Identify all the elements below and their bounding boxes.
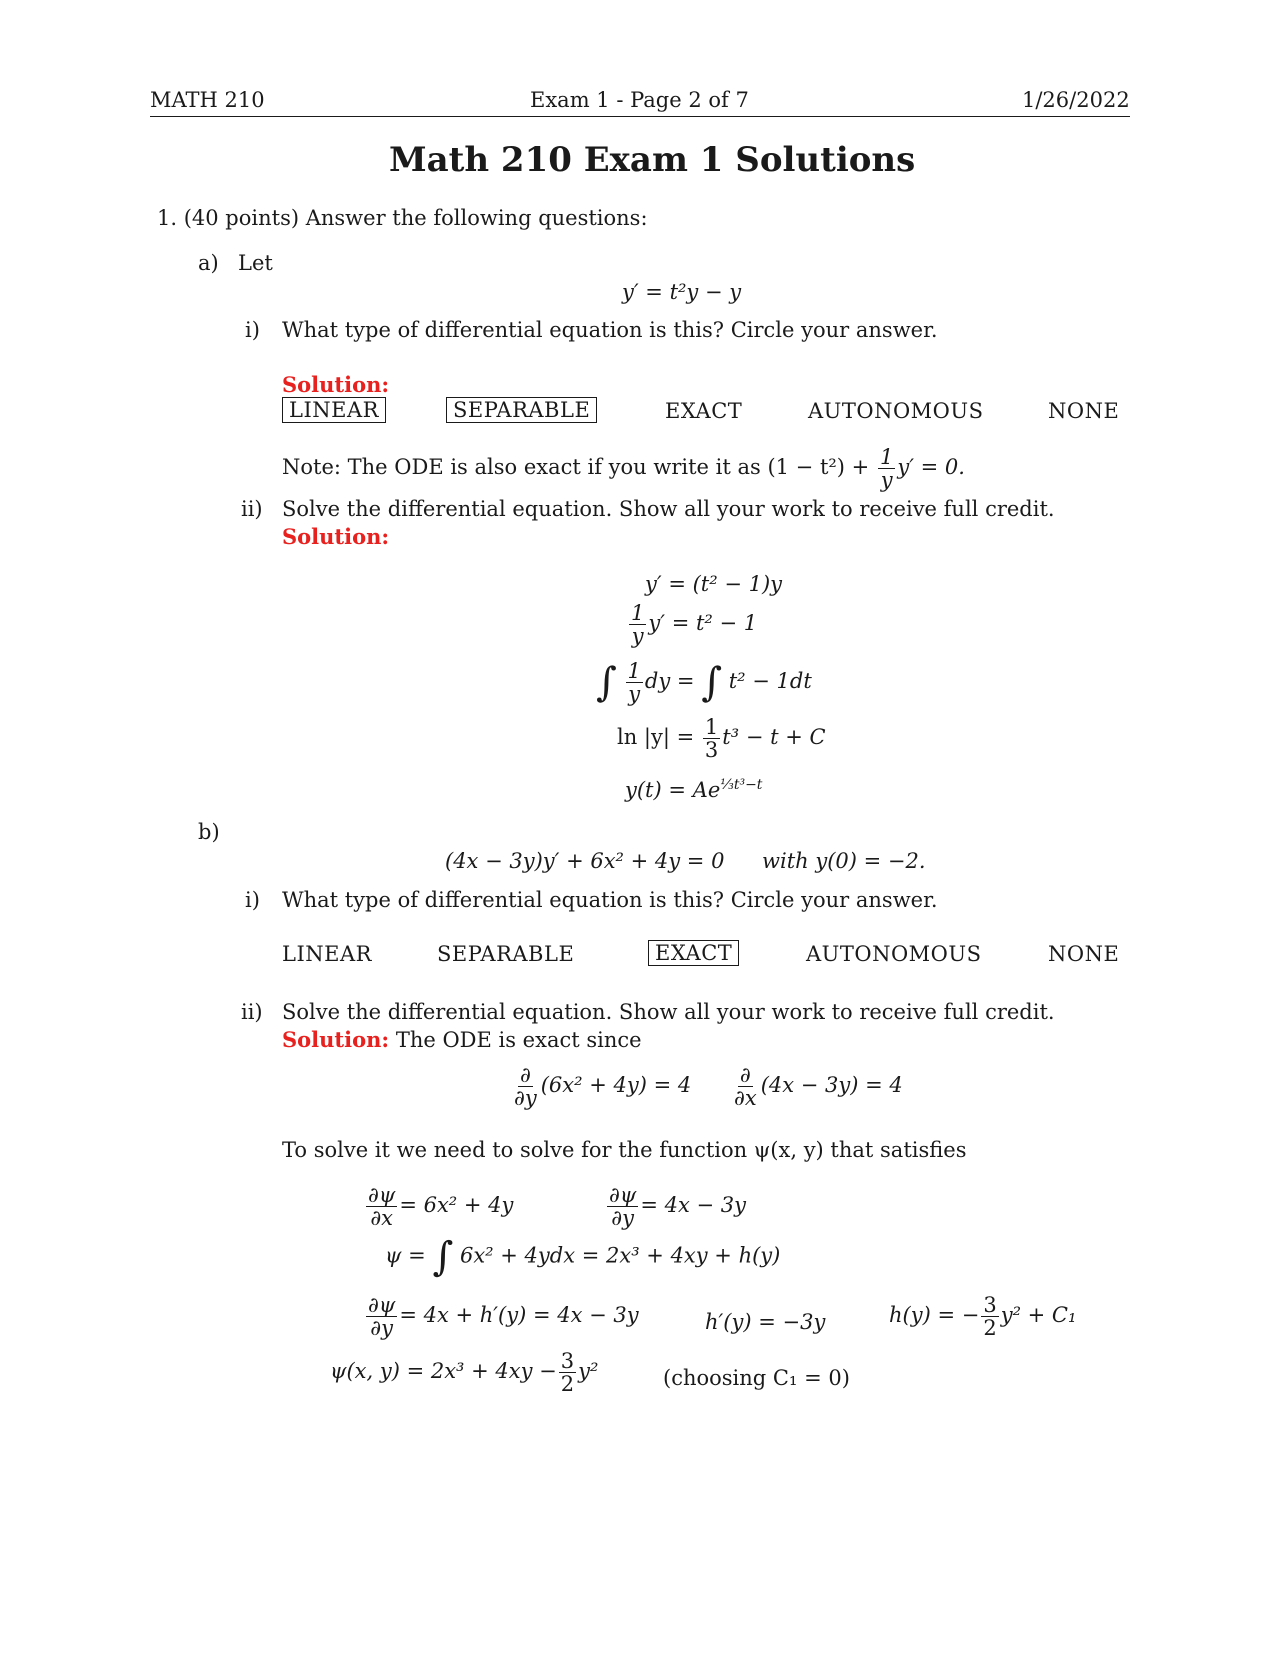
exact2-frac xyxy=(732,1064,759,1109)
option-text: SEPARABLE xyxy=(437,942,575,966)
deriv-3-den: y xyxy=(628,682,641,707)
p2-frac xyxy=(607,1184,638,1229)
part-b-i-label: i) xyxy=(245,888,260,912)
deriv-2-den: y xyxy=(631,624,644,649)
option-text: LINEAR xyxy=(282,942,372,966)
part-b-ii-question: Solve the differential equation. Show all your work to receive full credit. xyxy=(282,1000,1055,1024)
deriv-2-lhs: y′ xyxy=(648,611,666,636)
part-b-i-option-exact xyxy=(648,941,739,965)
deriv-5-rhs: = Ae xyxy=(668,778,721,802)
psi-line-3-mid: h′(y) = −3y xyxy=(705,1310,826,1334)
deriv-1-rhs: = (t² − 1)y xyxy=(668,572,783,596)
p4-right-num: 3 xyxy=(983,1293,997,1317)
part-b-ii-solution xyxy=(282,1027,642,1052)
p2-den: ∂y xyxy=(611,1206,635,1231)
part-a-ii-solution-label: Solution: xyxy=(282,524,390,549)
deriv-1-lhs: y′ xyxy=(645,572,662,596)
deriv-line-2 xyxy=(627,602,757,647)
header-date: 1/26/2022 xyxy=(1022,88,1130,112)
part-a-ii-label: ii) xyxy=(241,497,263,521)
deriv-4-den: 3 xyxy=(704,738,719,763)
p3-lhs: ψ = xyxy=(385,1243,426,1268)
p5-lhs: ψ(x, y) = 2x³ + 4xy − xyxy=(330,1359,557,1384)
p3-rhs: 6x² + 4ydx = 2x³ + 4xy + h(y) xyxy=(459,1243,781,1268)
part-a-i-note xyxy=(282,446,965,491)
exact2-num: ∂ xyxy=(739,1063,751,1087)
p1-den: ∂x xyxy=(370,1206,394,1231)
deriv-line-5 xyxy=(625,777,762,802)
deriv-3-num: 1 xyxy=(627,659,641,683)
deriv-line-4: ln |y| = $\frac{1}{3}$ t³ − t + C xyxy=(617,715,826,763)
option-text: AUTONOMOUS xyxy=(806,942,982,966)
p5-den: 2 xyxy=(560,1372,575,1397)
option-text: AUTONOMOUS xyxy=(808,399,984,423)
integral-sign-3: ∫ xyxy=(432,1234,454,1280)
deriv-3-frac xyxy=(626,660,643,705)
part-a-i-option-none xyxy=(1048,399,1119,423)
p4-frac xyxy=(366,1294,397,1339)
p4-den: ∂y xyxy=(370,1316,394,1341)
deriv-5-lhs: y(t) xyxy=(625,778,662,802)
note-suffix: y′ = 0. xyxy=(897,455,965,480)
exact2-rhs: (4x − 3y) = 4 xyxy=(760,1073,903,1098)
deriv-4-lhs: ln |y| xyxy=(617,725,670,750)
p4-right-rhs: y² + C₁ xyxy=(1000,1303,1077,1328)
deriv-4-num: 1 xyxy=(704,715,719,739)
option-text: EXACT xyxy=(648,940,739,966)
part-b-i-question: What type of differential equation is this? Circle your answer. xyxy=(282,888,938,912)
part-b-i-option-separable xyxy=(437,942,574,966)
note-frac-den: y xyxy=(880,468,893,493)
option-text: NONE xyxy=(1048,399,1120,423)
p2-num: ∂ψ xyxy=(609,1183,637,1207)
part-b-ii-solution-text: The ODE is exact since xyxy=(395,1028,642,1052)
p2-rhs: = 4x − 3y xyxy=(640,1193,746,1218)
p1-frac xyxy=(366,1184,397,1229)
p1-num: ∂ψ xyxy=(368,1183,396,1207)
exact1-frac xyxy=(512,1064,539,1109)
exact1-num: ∂ xyxy=(519,1063,531,1087)
part-b-i-option-linear xyxy=(282,942,372,966)
psi-line-3-right xyxy=(889,1294,1076,1339)
part-b-equation: (4x − 3y)y′ + 6x² + 4y = 0 xyxy=(445,849,725,873)
integral-sign: ∫ xyxy=(596,659,617,706)
deriv-2-frac xyxy=(629,602,646,647)
psi-line-4-note: (choosing C₁ = 0) xyxy=(663,1366,850,1390)
part-b-i-option-autonomous xyxy=(806,942,981,966)
p5-num: 3 xyxy=(560,1349,575,1373)
deriv-4-frac xyxy=(703,716,720,761)
p1-rhs: = 6x² + 4y xyxy=(399,1193,514,1218)
option-text: LINEAR xyxy=(282,397,386,423)
p5-frac xyxy=(559,1350,576,1395)
deriv-5-exp: ⅓t³−t xyxy=(720,777,763,793)
part-a-i-option-autonomous xyxy=(808,399,983,423)
deriv-line-1 xyxy=(645,572,782,596)
option-text: SEPARABLE xyxy=(446,397,597,423)
integral-sign-2: ∫ xyxy=(701,659,723,706)
exact1-den: ∂y xyxy=(514,1086,537,1111)
part-a-label: a) xyxy=(198,251,219,275)
p5-rhs: y² xyxy=(578,1359,599,1384)
part-a-ii-question: Solve the differential equation. Show all your work to receive full credit. xyxy=(282,497,1055,521)
part-a-intro: Let xyxy=(238,251,273,275)
part-b-ii-solution-label: Solution: xyxy=(282,1027,390,1052)
part-b-ii-label: ii) xyxy=(241,1000,263,1024)
p4-num: ∂ψ xyxy=(368,1293,396,1317)
part-a-i-option-exact xyxy=(665,399,742,423)
part-a-i-question: What type of differential equation is this? Circle your answer. xyxy=(282,318,938,342)
note-prefix: Note: The ODE is also exact if you write it as (1 − t²) + xyxy=(282,455,870,480)
psi-line-3 xyxy=(364,1294,639,1339)
deriv-line-3: ∫ $\frac{1}{y}$ dy = ∫ t² − 1dt xyxy=(596,659,812,707)
psi-line-2 xyxy=(385,1234,781,1280)
exact1-rhs: (6x² + 4y) = 4 xyxy=(540,1073,692,1098)
p4-right-den: 2 xyxy=(983,1316,997,1341)
exact2-den: ∂x xyxy=(734,1086,757,1111)
part-b-i-option-none xyxy=(1048,942,1119,966)
header-page: Exam 1 - Page 2 of 7 xyxy=(530,88,749,112)
deriv-4-rhs: t³ − t + C xyxy=(722,725,826,750)
p4-rhs: = 4x + h′(y) = 4x − 3y xyxy=(399,1303,639,1328)
psi-line-1a xyxy=(364,1184,513,1229)
part-a-equation: y′ = t²y − y xyxy=(622,280,742,304)
header-rule xyxy=(150,116,1130,117)
psi-intro: To solve it we need to solve for the function ψ(x, y) that satisfies xyxy=(282,1138,967,1162)
p4-right-lhs: h(y) = − xyxy=(889,1303,980,1328)
option-text: NONE xyxy=(1048,942,1120,966)
deriv-3-rhs: t² − 1dt xyxy=(728,669,812,694)
p4-right-frac xyxy=(981,1294,998,1339)
exact-check-1 xyxy=(510,1064,691,1109)
question-1-prompt: 1. (40 points) Answer the following questions: xyxy=(157,206,648,230)
exact-check-2 xyxy=(730,1064,903,1109)
psi-line-4 xyxy=(330,1350,598,1395)
psi-line-1b xyxy=(605,1184,746,1229)
part-a-i-option-linear xyxy=(282,398,386,422)
part-a-i-label: i) xyxy=(245,318,260,342)
note-fraction xyxy=(878,446,895,491)
part-a-i-option-separable xyxy=(446,398,597,422)
part-b-condition: with y(0) = −2. xyxy=(762,849,926,873)
part-b-label: b) xyxy=(198,820,220,844)
header-course: MATH 210 xyxy=(150,88,265,112)
deriv-2-rhs: = t² − 1 xyxy=(671,611,758,636)
part-a-i-solution-label: Solution: xyxy=(282,372,390,397)
deriv-3-lhs: dy xyxy=(644,669,671,694)
page-title: Math 210 Exam 1 Solutions xyxy=(389,140,916,180)
option-text: EXACT xyxy=(665,399,743,423)
note-frac-num: 1 xyxy=(879,445,894,469)
deriv-2-num: 1 xyxy=(631,601,645,625)
